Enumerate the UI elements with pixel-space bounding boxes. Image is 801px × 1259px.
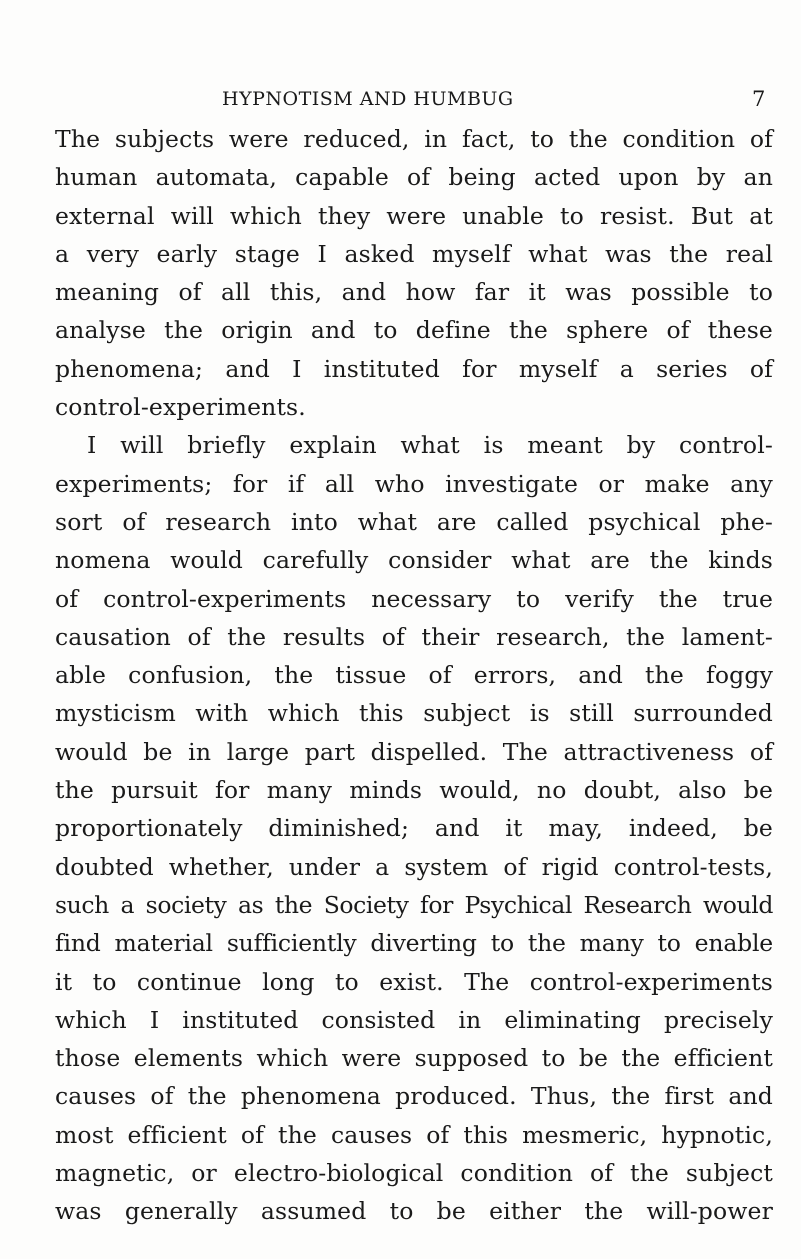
text-line: doubted whether, under a system of rigid control-tests, xyxy=(55,852,773,881)
text-line: human automata, capable of being acted upon by an xyxy=(55,163,773,192)
page-number: 7 xyxy=(752,87,766,111)
text-line: causation of the results of their research, the lament- xyxy=(55,622,773,651)
text-line: find material sufficiently diverting to the many to enable xyxy=(55,929,773,958)
running-head xyxy=(0,88,801,112)
paragraph-start: I will briefly explain what is meant by control- xyxy=(87,431,773,460)
text-line: experiments; for if all who investigate or make any xyxy=(55,469,773,498)
text-line: analyse the origin and to define the sphere of these xyxy=(55,316,773,345)
text-line: was generally assumed to be either the will-power xyxy=(55,1197,773,1226)
running-title: HYPNOTISM AND HUMBUG xyxy=(222,88,514,110)
text-line: phenomena; and I instituted for myself a series of xyxy=(55,354,773,383)
text-line: would be in large part dispelled. The attractiveness of xyxy=(55,737,773,766)
text-line: magnetic, or electro-biological condition of the subject xyxy=(55,1159,773,1188)
text-line: those elements which were supposed to be the efficient xyxy=(55,1044,773,1073)
text-line: mysticism with which this subject is still surrounded xyxy=(55,699,773,728)
text-line: able confusion, the tissue of errors, and the foggy xyxy=(55,661,773,690)
text-line: The subjects were reduced, in fact, to the condition of xyxy=(55,125,773,153)
text-line: causes of the phenomena produced. Thus, the first and xyxy=(55,1082,773,1111)
text-line: such a society as the Society for Psychical Research would xyxy=(55,890,773,919)
text-line: meaning of all this, and how far it was possible to xyxy=(55,278,773,307)
text-line: nomena would carefully consider what are the kinds xyxy=(55,546,773,575)
text-line: proportionately diminished; and it may, indeed, be xyxy=(55,814,773,843)
text-line: the pursuit for many minds would, no doubt, also be xyxy=(55,776,773,805)
text-line: control-experiments. xyxy=(55,393,306,422)
text-line: of control-experiments necessary to verify the true xyxy=(55,584,773,613)
text-line: external will which they were unable to resist. But at xyxy=(55,201,773,230)
text-line: most efficient of the causes of this mesmeric, hypnotic, xyxy=(55,1120,773,1149)
text-line: it to continue long to exist. The control-experiments xyxy=(55,967,773,996)
text-line: a very early stage I asked myself what was the real xyxy=(55,239,773,268)
text-line: sort of research into what are called psychical phe- xyxy=(55,507,773,536)
text-line: which I instituted consisted in eliminating precisely xyxy=(55,1005,773,1034)
body-text xyxy=(55,120,773,1231)
